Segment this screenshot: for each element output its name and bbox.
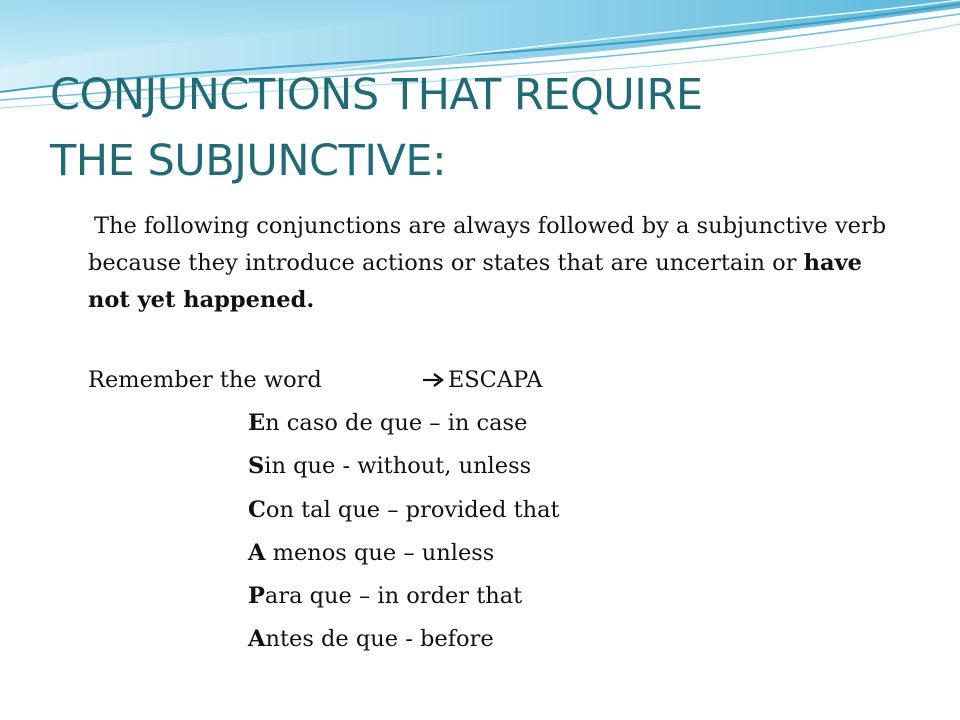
remember-label: Remember the word (88, 367, 322, 393)
intro-text: The following conjunctions are always followed by a subjunctive verb because they introduce actions or states that are uncertain or (88, 213, 887, 276)
conjunction-initial: A (248, 539, 266, 566)
conjunction-rest: in que - without, unless (264, 453, 532, 480)
conjunction-initial: P (248, 583, 265, 610)
conjunction-initial: A (248, 626, 266, 653)
conjunction-item (248, 402, 560, 445)
remember-word: ESCAPA (447, 367, 543, 393)
right-arrow-icon (422, 360, 448, 400)
intro-emphasis: have not yet happened. (88, 250, 862, 313)
conjunction-rest: menos que – unless (265, 539, 495, 566)
conjunction-rest: ara que – in order that (264, 583, 523, 610)
remember-line (88, 360, 542, 400)
conjunction-initial: E (248, 410, 266, 436)
conjunction-item (248, 489, 560, 532)
conjunction-item (248, 445, 560, 488)
title-line-1: CONJUNCTIONS THAT REQUIRE (50, 70, 703, 120)
conjunction-item (248, 532, 560, 575)
conjunction-initial: S (248, 453, 265, 480)
slide-title (50, 62, 930, 194)
conjunction-item (248, 575, 560, 618)
intro-paragraph (88, 208, 888, 319)
conjunction-initial: C (248, 496, 266, 523)
conjunction-rest: on tal que – provided that (265, 496, 560, 523)
conjunction-list (248, 402, 560, 662)
conjunction-rest: n caso de que – in case (265, 410, 528, 436)
conjunction-item (248, 618, 560, 661)
title-line-2: THE SUBJUNCTIVE: (50, 136, 447, 186)
conjunction-rest: ntes de que - before (265, 626, 494, 653)
